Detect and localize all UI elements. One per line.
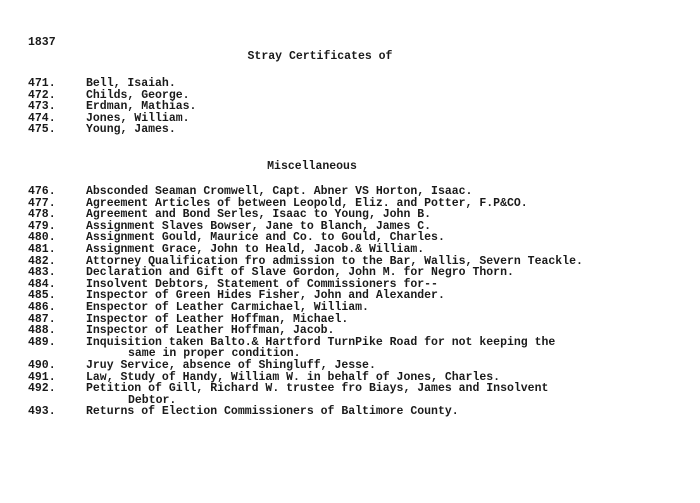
item-number: 471.: [28, 77, 56, 90]
list-item: [28, 337, 583, 349]
item-text: Declaration and Gift of Slave Gordon, John M. for Negro Thorn.: [86, 266, 514, 280]
item-number: 476.: [28, 185, 56, 198]
item-text: Inquisition taken Balto.& Hartford TurnPike Road for not keeping the: [86, 335, 556, 349]
item-text: Jruy Service, absence of Shingluff, Jesse.: [86, 358, 376, 372]
item-text: Erdman, Mathias.: [86, 100, 197, 114]
stray-list: [28, 78, 196, 136]
item-text: Enspector of Leather Carmichael, William.: [86, 300, 369, 314]
item-number: 480.: [28, 231, 56, 245]
item-text: Jones, William.: [86, 111, 190, 125]
item-text: Attorney Qualification fro admission to the Bar, Wallis, Severn Teackle.: [86, 254, 583, 268]
item-text: Law, Study of Handy, William W. in behalf of Jones, Charles.: [86, 370, 501, 384]
item-number: 491.: [28, 370, 56, 384]
item-number: 475.: [28, 123, 56, 137]
item-number: 472.: [28, 88, 56, 102]
item-number: 482.: [28, 254, 56, 268]
item-text: Returns of Election Commissioners of Baltimore County.: [86, 405, 459, 419]
item-text: Assignment Grace, John to Heald, Jacob.& William.: [86, 242, 425, 256]
list-item: [28, 124, 196, 136]
list-item: [28, 244, 583, 256]
item-number: 474.: [28, 111, 56, 125]
item-text: Inspector of Leather Hoffman, Jacob.: [86, 324, 335, 338]
item-text: Agreement Articles of between Leopold, Eliz. and Potter, F.P&CO.: [86, 196, 528, 210]
item-number: 486.: [28, 300, 56, 314]
item-number: 490.: [28, 358, 56, 372]
item-number: 478.: [28, 208, 56, 222]
item-number: 488.: [28, 324, 56, 338]
item-text: Young, James.: [86, 123, 176, 137]
item-text: Absconded Seaman Cromwell, Capt. Abner VS Horton, Isaac.: [86, 185, 473, 198]
item-number: 493.: [28, 405, 56, 419]
item-text: Inspector of Leather Hoffman, Michael.: [86, 312, 349, 326]
item-text: Bell, Isaiah.: [86, 77, 176, 90]
list-item: [28, 360, 583, 372]
item-number: 473.: [28, 100, 56, 114]
item-text: Petition of Gill, Richard W. trustee fro Biays, James and Insolvent: [86, 382, 549, 396]
list-item: [28, 383, 583, 395]
item-text: Inspector of Green Hides Fisher, John and Alexander.: [86, 289, 445, 303]
item-number: 481.: [28, 242, 56, 256]
misc-list: [28, 186, 583, 418]
list-item: [28, 302, 583, 314]
list-item-continuation: same in proper condition.: [128, 347, 301, 361]
item-text: Insolvent Debtors, Statement of Commissioners for--: [86, 277, 438, 291]
item-number: 487.: [28, 312, 56, 326]
year-label: 1837: [28, 36, 56, 49]
list-item: [28, 78, 196, 90]
item-text: Agreement and Bond Serles, Isaac to Young, John B.: [86, 208, 432, 222]
item-number: 489.: [28, 335, 56, 349]
item-number: 483.: [28, 266, 56, 280]
item-text: Assignment Slaves Bowser, Jane to Blanch, James C.: [86, 219, 432, 233]
item-number: 492.: [28, 382, 56, 396]
item-number: 484.: [28, 277, 56, 291]
item-number: 477.: [28, 196, 56, 210]
item-text: Assignment Gould, Maurice and Co. to Gould, Charles.: [86, 231, 445, 245]
item-number: 479.: [28, 219, 56, 233]
item-text: Childs, George.: [86, 88, 190, 102]
item-number: 485.: [28, 289, 56, 303]
heading-stray-certificates: Stray Certificates of: [247, 50, 393, 63]
list-item: [28, 186, 583, 198]
list-item-continuation: Debtor.: [128, 393, 177, 407]
list-item: [28, 267, 583, 279]
heading-miscellaneous: Miscellaneous: [267, 160, 357, 173]
list-item: [28, 325, 583, 337]
list-item: [28, 406, 583, 418]
